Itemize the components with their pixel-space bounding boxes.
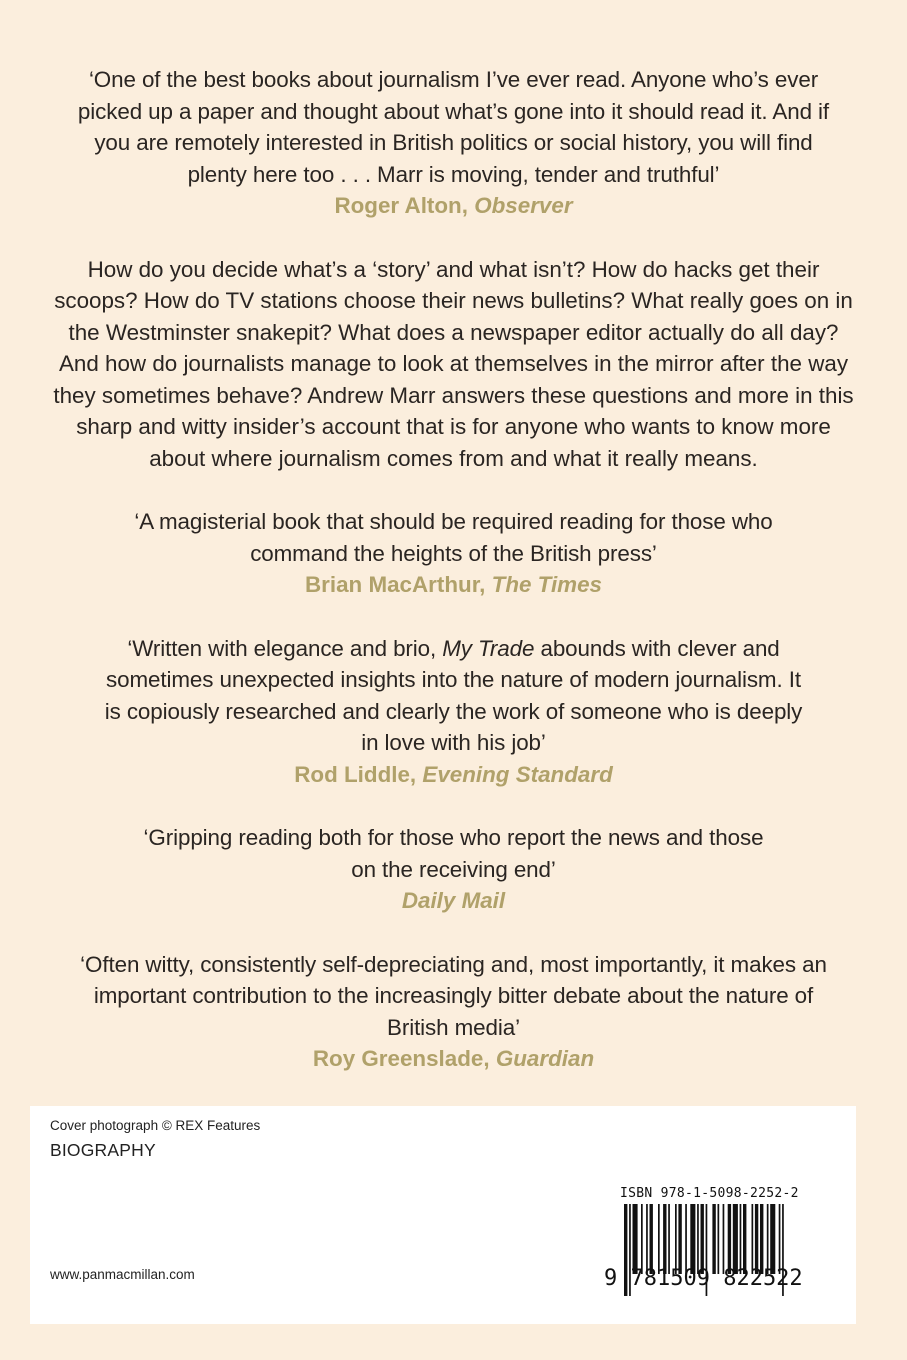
quote-observer — [48, 64, 859, 222]
quote-text-end: abounds with clever and sometimes unexpected insights into the nature of modern journalism. It is copiously researched and clearly the work of someone who is deeply in love with his job’ — [104, 635, 803, 755]
quote-text-start: ‘Written with elegance and brio, — [127, 635, 443, 661]
quote-text: ‘One of the best books about journalism I’ve ever read. Anyone who’s ever picked up a paper and thought about what’s gone into it should read it. And if you are remotely interested in British politics or social history, you will find plenty here too . . . Marr is moving, tender and truthful’ — [77, 67, 830, 187]
barcode-bar — [733, 1204, 738, 1274]
back-cover-text — [48, 64, 859, 1107]
barcode-digits: 9 781509 822522 — [604, 1266, 803, 1291]
barcode-bar — [675, 1204, 677, 1274]
barcode-bar — [701, 1204, 704, 1274]
quote-source: Guardian — [495, 1046, 595, 1071]
quote-author: Brian MacArthur, — [305, 572, 486, 597]
book-category: BIOGRAPHY — [50, 1140, 156, 1160]
quote-text — [104, 633, 804, 759]
quote-attribution — [48, 569, 859, 601]
barcode-bar — [743, 1204, 746, 1274]
barcode-bar — [697, 1204, 699, 1274]
quote-guardian — [48, 949, 859, 1075]
barcode-bar — [690, 1204, 695, 1274]
barcode-bar — [663, 1204, 666, 1274]
photo-credit: Cover photograph © REX Features — [50, 1118, 261, 1133]
quote-author: Roger Alton, — [334, 193, 468, 218]
barcode-bar — [650, 1204, 653, 1274]
barcode-bar — [678, 1204, 681, 1274]
quote-author: Roy Greenslade, — [312, 1046, 490, 1071]
barcode-bar — [740, 1204, 742, 1274]
quote-times — [48, 506, 859, 601]
barcode-bar — [641, 1204, 643, 1274]
quote-text: ‘Often witty, consistently self-depreciating and, most importantly, it makes an important contribution to the increasingly bitter debate about the nature of British media’ — [80, 951, 827, 1040]
publisher-website: www.panmacmillan.com — [50, 1267, 195, 1282]
barcode-bar — [685, 1204, 687, 1274]
barcode-bar — [723, 1204, 725, 1274]
quote-text: ‘A magisterial book that should be required reading for those who command the heights of the British press’ — [134, 509, 773, 566]
barcode-bar — [752, 1204, 754, 1274]
barcode-bar — [770, 1204, 775, 1274]
quote-source: Evening Standard — [422, 761, 613, 787]
barcode-bar — [658, 1204, 660, 1274]
quote-evening-standard — [48, 633, 859, 791]
quote-attribution — [48, 190, 859, 222]
quote-attribution — [48, 759, 859, 791]
barcode-bar — [728, 1204, 731, 1274]
barcode-bar — [712, 1204, 715, 1274]
quote-source: The Times — [491, 572, 602, 597]
quote-author: Rod Liddle, — [294, 761, 417, 787]
quote-daily-mail — [48, 822, 859, 917]
barcode-bar — [760, 1204, 763, 1274]
barcode-bar — [633, 1204, 638, 1274]
book-blurb: How do you decide what’s a ‘story’ and what isn’t? How do hacks get their scoops? How do TV stations choose their news bulletins? What really goes on in the Westminster snakepit? What does a newspaper editor actually do all day? And how do journalists manage to look at themselves in the mirror after the way they sometimes behave? Andrew Marr answers these questions and more in this sharp and witty insider’s account that is for anyone who wants to know more about where journalism comes from and what it really means. — [53, 256, 854, 471]
barcode-bar — [646, 1204, 648, 1274]
isbn-label: ISBN 978-1-5098-2252-2 — [620, 1186, 799, 1201]
quote-attribution — [48, 885, 859, 917]
barcode-bar — [779, 1204, 781, 1274]
barcode-bar — [668, 1204, 670, 1274]
publisher-footer — [30, 1106, 856, 1324]
quote-attribution — [48, 1043, 859, 1075]
quote-text: ‘Gripping reading both for those who report the news and those on the receiving end’ — [143, 825, 764, 882]
barcode-bar — [755, 1204, 758, 1274]
barcode-bar — [718, 1204, 720, 1274]
barcode-bar — [767, 1204, 769, 1274]
book-title-italic: My Trade — [442, 635, 535, 661]
quote-source: Observer — [474, 193, 573, 218]
quote-source: Daily Mail — [401, 888, 506, 913]
